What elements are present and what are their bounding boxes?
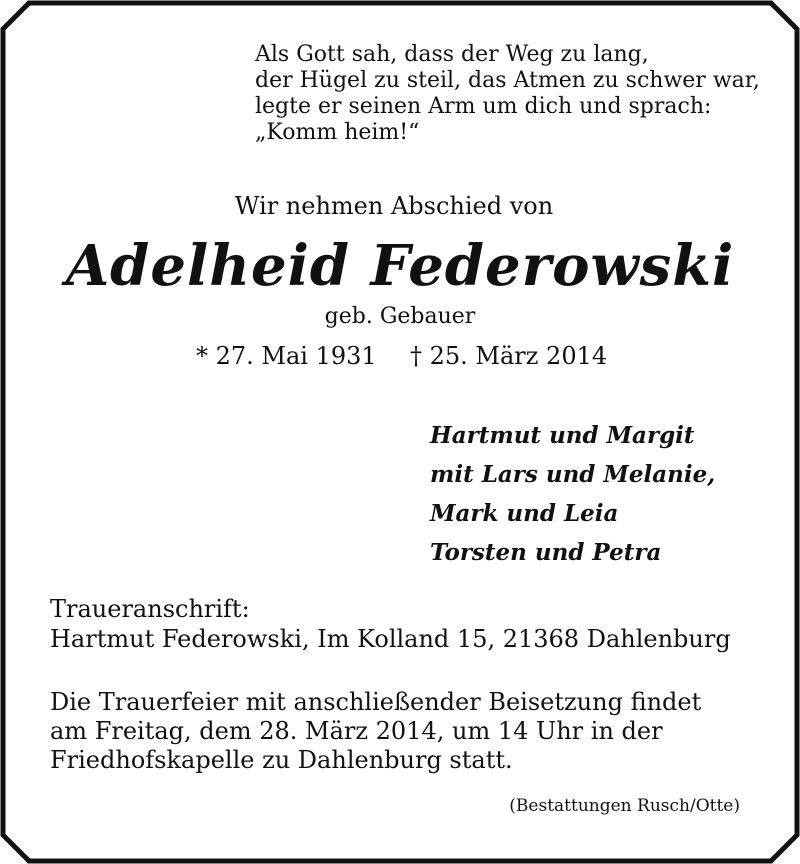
family-line: mit Lars und Melanie, — [430, 461, 716, 488]
family-line: Torsten und Petra — [430, 539, 662, 566]
funeral-details — [50, 688, 701, 775]
poem-block — [255, 42, 760, 146]
maiden-name: geb. Gebauer — [324, 304, 476, 329]
poem-line: Als Gott sah, dass der Weg zu lang, — [255, 42, 649, 67]
mourning-address — [50, 594, 731, 654]
deceased-name: Adelheid Federowski — [65, 233, 735, 299]
funeral-line: Die Trauerfeier mit anschließender Beisetzung findet — [50, 688, 702, 716]
poem-line: „Komm heim!“ — [255, 120, 420, 145]
poem-line: der Hügel zu steil, das Atmen zu schwer war, — [255, 68, 760, 93]
poem-line: legte er seinen Arm um dich und sprach: — [255, 94, 712, 119]
death-date: † 25. März 2014 — [410, 342, 608, 370]
address-value: Hartmut Federowski, Im Kolland 15, 21368 Dahlenburg — [50, 625, 731, 653]
family-line: Hartmut und Margit — [430, 422, 695, 449]
funeral-line: am Freitag, dem 28. März 2014, um 14 Uhr in der — [50, 717, 663, 745]
intro-text: Wir nehmen Abschied von — [234, 192, 554, 220]
undertaker-credit: (Bestattungen Rusch/Otte) — [509, 796, 740, 816]
address-label: Traueranschrift: — [50, 595, 250, 623]
intro-text-row — [0, 192, 800, 220]
funeral-line: Friedhofskapelle zu Dahlenburg statt. — [50, 746, 513, 774]
family-signatures — [430, 416, 715, 572]
birth-date: * 27. Mai 1931 — [196, 342, 377, 370]
family-line: Mark und Leia — [430, 500, 619, 527]
